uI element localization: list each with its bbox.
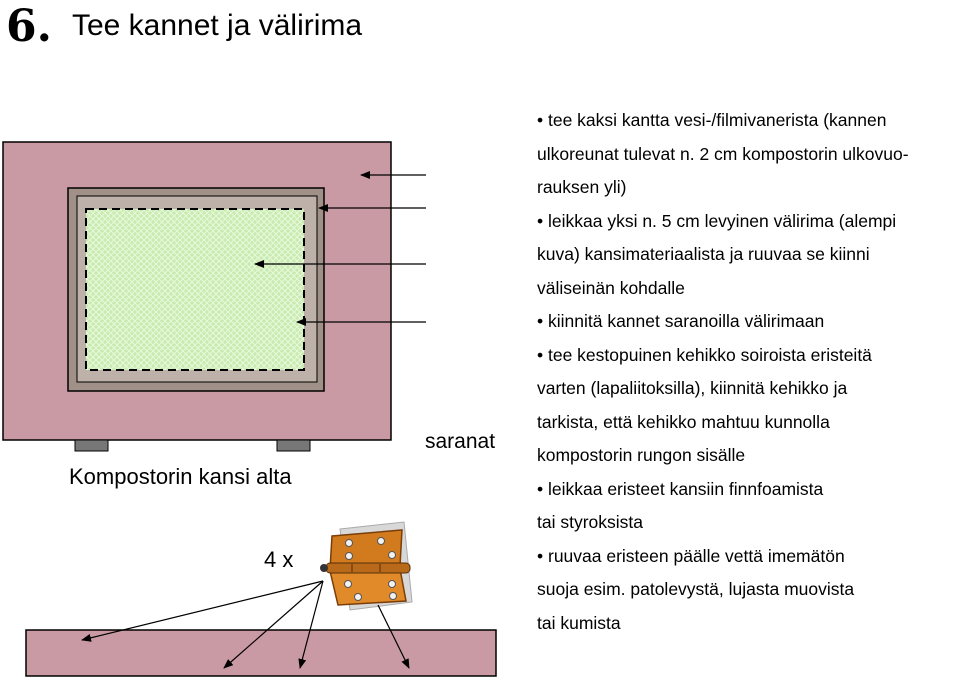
instruction-line: suoja esim. patolevystä, lujasta muovista	[537, 579, 855, 599]
lid-caption: Kompostorin kansi alta	[69, 464, 292, 489]
instruction-line: rauksen yli)	[537, 177, 627, 197]
slide-heading: Tee kannet ja välirima	[71, 9, 363, 42]
instruction-line: • kiinnitä kannet saranoilla välirimaan	[537, 311, 825, 331]
hinge-tab-right	[277, 440, 310, 451]
slide-number: 6.	[6, 0, 52, 52]
instruction-line: • tee kaksi kantta vesi-/filmivanerista (kannen	[537, 110, 887, 130]
instruction-line: kuva) kansimateriaalista ja ruuvaa se kiinni	[537, 244, 870, 264]
hinge-count-label: 4 x	[264, 547, 294, 572]
insulation-panel	[86, 209, 304, 370]
instruction-line: varten (lapaliitoksilla), kiinnitä kehikko ja	[537, 378, 848, 398]
instruction-line: tarkista, että kehikko mahtuu kunnolla	[537, 411, 830, 432]
instruction-line: • tee kestopuinen kehikko soiroista eristeitä	[537, 344, 872, 365]
instruction-line: väliseinän kohdalle	[537, 277, 685, 298]
instruction-line: • leikkaa yksi n. 5 cm levyinen välirima (alempi	[537, 210, 897, 231]
instruction-line: tai styroksista	[537, 512, 643, 532]
instruction-line: tai kumista	[537, 612, 621, 633]
instruction-line: ulkoreunat tulevat n. 2 cm kompostorin ulkovuo-	[537, 143, 909, 164]
instruction-list	[537, 104, 952, 640]
hinge-label: saranat	[425, 430, 496, 453]
instruction-line: • ruuvaa eristeen päälle vettä imemätön	[537, 545, 845, 566]
hinge-tab-left	[75, 440, 108, 451]
hinge-icon	[320, 522, 412, 610]
instruction-line: • leikkaa eristeet kansiin finnfoamista	[537, 478, 824, 499]
instruction-line: kompostorin rungon sisälle	[537, 445, 746, 465]
